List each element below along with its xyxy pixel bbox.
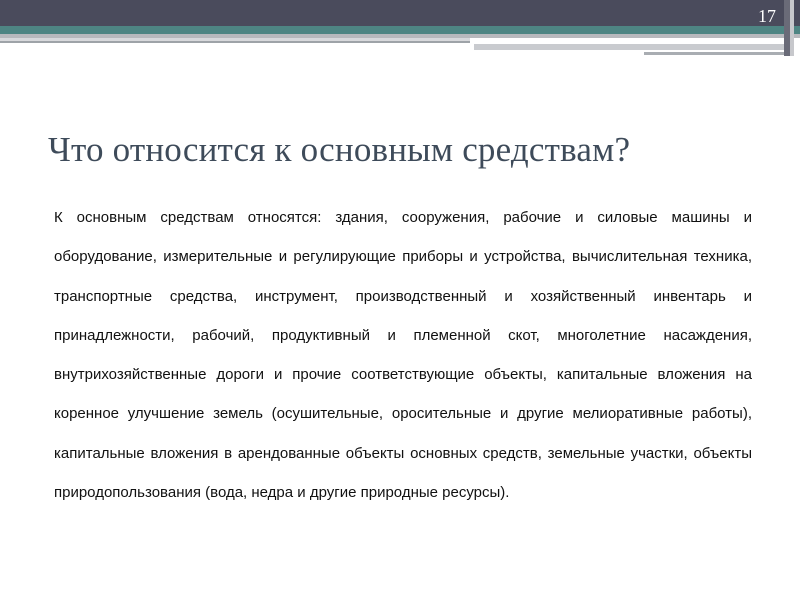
header-accent-band — [0, 26, 800, 34]
slide-number: 17 — [758, 6, 776, 26]
header-strip-right — [474, 44, 784, 50]
header-line-right — [644, 52, 784, 55]
header-vertical-strip-light — [790, 0, 794, 56]
slide-body-text: К основным средствам относятся: здания, сооружения, рабочие и силовые машины и оборудование, измерительные и регулирующие приборы и устройства, вычислительная техника, транспортные средства, инструмент, производственный и хозяйственный инвентарь и принадлежности, рабочий, продуктивный и племенной скот, многолетние насаждения, внутрихозяйственные дороги и прочие соответствующие объекты, капитальные вложения на коренное улучшение земель (осушительные, оросительные и другие мелиоративные работы), капитальные вложения в арендованные объекты основных средств, земельные участки, объекты природопользования (вода, недра и другие природные ресурсы). — [54, 209, 752, 502]
slide-title: Что относится к основным средствам? — [48, 130, 631, 169]
header-line-left — [0, 41, 470, 43]
header-bar — [0, 0, 800, 26]
